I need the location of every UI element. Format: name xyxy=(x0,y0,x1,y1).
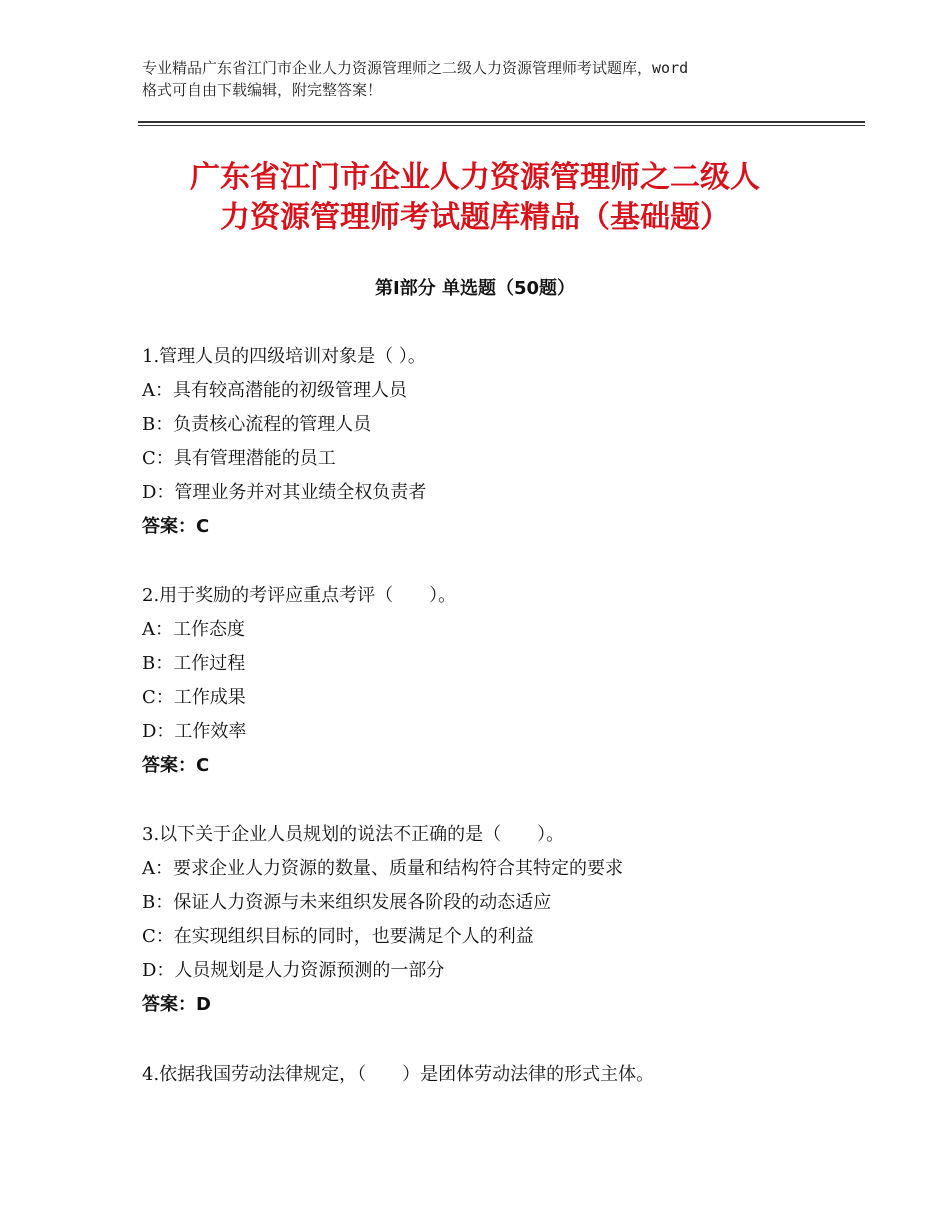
section-title: 第Ⅰ部分 单选题（50题） xyxy=(374,278,575,299)
option-a: A：具有较高潜能的初级管理人员 xyxy=(142,380,407,401)
question-stem: 4.依据我国劳动法律规定，（ ）是团体劳动法律的形式主体。 xyxy=(142,1064,655,1085)
option-c: C：具有管理潜能的员工 xyxy=(142,448,336,469)
header-divider-thin xyxy=(138,125,865,126)
option-d: D：人员规划是人力资源预测的一部分 xyxy=(142,960,445,981)
option-b: B：负责核心流程的管理人员 xyxy=(142,414,372,435)
answer: 答案：C xyxy=(142,516,210,537)
question-stem: 3.以下关于企业人员规划的说法不正确的是（ ）。 xyxy=(142,824,565,845)
document-title-line-1: 广东省江门市企业人力资源管理师之二级人 xyxy=(190,160,760,195)
answer: 答案：D xyxy=(142,994,211,1015)
question-4 xyxy=(142,1058,862,1092)
header-divider-thick xyxy=(138,121,865,123)
header-note xyxy=(142,57,842,101)
question-stem: 2.用于奖励的考评应重点考评（ ）。 xyxy=(142,585,457,606)
document-title-line-2: 力资源管理师考试题库精品（基础题） xyxy=(220,200,730,235)
question-3 xyxy=(142,818,862,1022)
question-1 xyxy=(142,340,862,544)
option-c: C：工作成果 xyxy=(142,687,246,708)
option-d: D：管理业务并对其业绩全权负责者 xyxy=(142,482,427,503)
question-stem: 1.管理人员的四级培训对象是（ ）。 xyxy=(142,346,426,367)
answer: 答案：C xyxy=(142,755,210,776)
option-b: B：工作过程 xyxy=(142,653,246,674)
option-a: A：工作态度 xyxy=(142,619,245,640)
option-d: D：工作效率 xyxy=(142,721,247,742)
header-note-line-1: 专业精品广东省江门市企业人力资源管理师之二级人力资源管理师考试题库，word xyxy=(142,59,689,77)
header-note-line-2: 格式可自由下载编辑，附完整答案！ xyxy=(142,81,383,99)
question-2 xyxy=(142,579,862,783)
option-c: C：在实现组织目标的同时，也要满足个人的利益 xyxy=(142,926,534,947)
option-a: A：要求企业人力资源的数量、质量和结构符合其特定的要求 xyxy=(142,858,623,879)
option-b: B：保证人力资源与未来组织发展各阶段的动态适应 xyxy=(142,892,552,913)
document-title xyxy=(100,158,850,238)
